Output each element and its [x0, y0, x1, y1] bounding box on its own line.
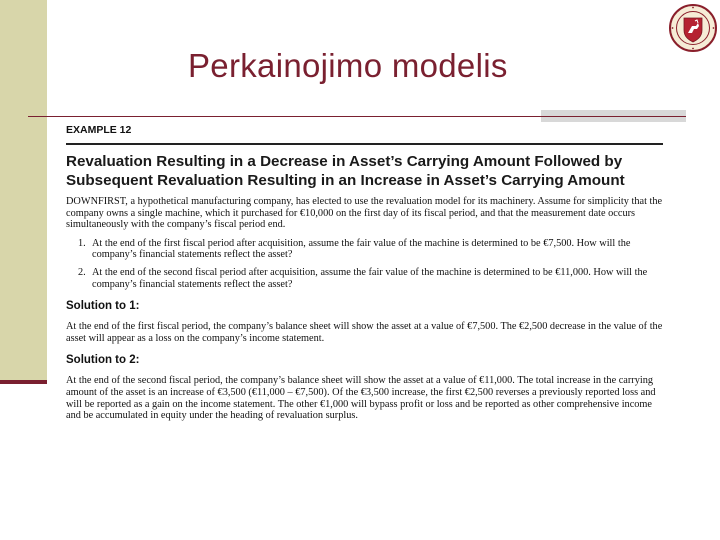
question-list [66, 238, 664, 290]
question-text: At the end of the first fiscal period after acquisition, assume the fair value of the machine is determined to be €7,500. How will the company’s financial statements reflect the asset? [92, 237, 631, 261]
solution-heading: Solution to 2: [66, 354, 140, 367]
example-intro: DOWNFIRST, a hypothetical manufacturing company, has elected to use the revaluation model for its machinery. Assume for simplicity that the company owns a single machine, which it purchased for €10,000 on the first day of its fiscal period, and that the measurement date occurs simultaneously with the company’s fiscal period end. [66, 196, 663, 231]
example-label: EXAMPLE 12 [66, 124, 132, 136]
solution-text: At the end of the first fiscal period, the company’s balance sheet will show the asset at a value of €7,500. The €2,500 decrease in the value of the asset will appear as a loss on the company’s income statement. [66, 321, 663, 344]
example-heading: Revaluation Resulting in a Decrease in Asset’s Carrying Amount Followed by Subsequent Revaluation Resulting in an Increase in Asset’s Carrying Amount [66, 153, 625, 189]
left-decorative-band [0, 0, 47, 383]
question-number: 1. [78, 237, 86, 249]
question-number: 2. [78, 266, 86, 278]
solution-text: At the end of the second fiscal period, the company’s balance sheet will show the asset at a value of €11,000. The total increase in the carrying amount of the asset is an increase of €3,500 (€11,000 – €7,500). Of the €3,500 increase, the first €2,500 reverses a previously reported loss and will be reported as a gain on the income statement. The other €1,000 will bypass profit or loss and be reported as other comprehensive income and be accumulated in equity under the heading of revaluation surplus. [66, 375, 656, 422]
question-item [66, 267, 664, 290]
question-text: At the end of the second fiscal period after acquisition, assume the fair value of the machine is determined to be €11,000. How will the company’s financial statements reflect the asset? [92, 266, 648, 290]
question-item [66, 238, 664, 261]
example-document [66, 124, 664, 432]
university-seal-icon [668, 2, 718, 54]
left-band-accent [0, 380, 47, 384]
title-divider [28, 116, 686, 117]
example-divider [66, 143, 663, 145]
slide-title: Perkainojimo modelis [188, 47, 508, 84]
solution-heading: Solution to 1: [66, 300, 140, 313]
